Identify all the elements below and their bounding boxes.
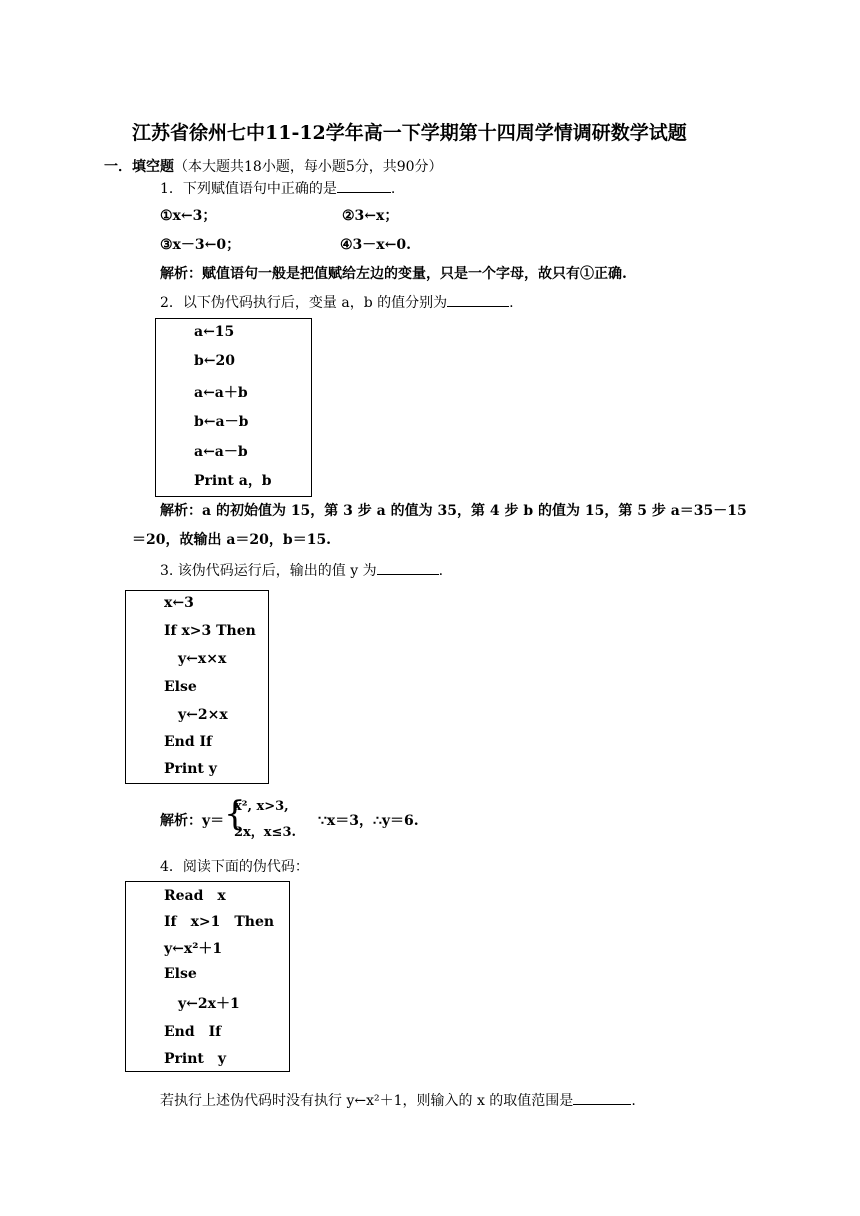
q1-stem <box>160 178 395 198</box>
q3-analysis <box>160 810 224 830</box>
q3-case-2: 2x，x≤3. <box>234 825 297 840</box>
q3-code-line: y←x×x <box>178 651 227 667</box>
section-note: （本大题共18小题，每小题5分，共90分） <box>174 159 443 175</box>
q3-case-1: x², x>3, <box>234 799 289 814</box>
q3-stem-end: . <box>438 563 444 579</box>
q1-analysis-text: 赋值语句一般是把值赋给左边的变量，只是一个字母，故只有①正确. <box>202 266 627 282</box>
q2-analysis-label: 解析： <box>160 503 202 519</box>
q4-stem: 4．阅读下面的伪代码： <box>160 859 309 875</box>
q2-code-line: b←20 <box>194 353 236 369</box>
q4-code-line: y←2x＋1 <box>178 996 240 1012</box>
q4-code-box <box>125 881 290 1072</box>
q1-option-2: ②3←x； <box>342 208 399 224</box>
q3-analysis-suffix: ∵x＝3，∴y＝6. <box>318 813 419 829</box>
q2-code-line: a←15 <box>194 324 235 340</box>
q1-stem-text: 1．下列赋值语句中正确的是 <box>160 181 337 197</box>
q3-analysis-prefix: y＝ <box>202 813 225 829</box>
page-title: 江苏省徐州七中11-12学年高一下学期第十四周学情调研数学试题 <box>132 122 687 144</box>
q3-code-line: End If <box>164 734 213 750</box>
q4-question-text: 若执行上述伪代码时没有执行 y←x²＋1，则输入的 x 的取值范围是 <box>160 1093 574 1109</box>
q3-stem-text: 3. 该伪代码运行后，输出的值 y 为 <box>160 563 377 579</box>
q4-code-line: End If <box>164 1024 222 1040</box>
q3-code-box <box>125 590 269 784</box>
q3-code-line: x←3 <box>164 595 194 611</box>
section-heading <box>104 156 443 176</box>
q4-code-line: If x>1 Then <box>164 914 275 930</box>
q4-code-line: Print y <box>164 1051 227 1067</box>
q3-code-line: Else <box>164 679 197 695</box>
q4-code-line: y←x²＋1 <box>164 941 223 957</box>
q3-analysis-label: 解析： <box>160 813 202 829</box>
q3-code-line: Print y <box>164 761 217 777</box>
piecewise-brace-icon: { <box>224 794 246 834</box>
q1-option-4: ④3－x←0. <box>340 237 411 253</box>
section-heading-label: 一．填空题 <box>104 159 174 175</box>
q4-code-line: Read x <box>164 888 226 904</box>
q3-code-line: If x>3 Then <box>164 623 256 639</box>
q1-option-1: ①x←3； <box>160 208 217 224</box>
q2-code-line: Print a，b <box>194 473 272 489</box>
q2-code-box <box>155 318 312 497</box>
q1-option-3: ③x－3←0； <box>160 237 241 253</box>
q3-stem <box>160 560 443 580</box>
q2-answer-blank <box>447 292 509 307</box>
q1-analysis-label: 解析： <box>160 266 202 282</box>
q1-answer-blank <box>337 178 391 193</box>
q4-question <box>160 1090 636 1110</box>
q2-analysis-line2: ＝20，故输出 a＝20，b＝15. <box>132 532 332 548</box>
q4-answer-blank <box>573 1090 631 1105</box>
q1-analysis <box>160 263 627 283</box>
q3-answer-blank <box>377 560 439 575</box>
q2-stem-end: . <box>509 295 514 311</box>
q2-code-line: a←a－b <box>194 444 248 460</box>
q1-stem-end: . <box>390 181 396 197</box>
q2-code-line: a←a＋b <box>194 385 248 401</box>
q4-question-end: . <box>631 1093 636 1109</box>
q2-analysis-text1: a 的初始值为 15，第 3 步 a 的值为 35，第 4 步 b 的值为 15，第 5 步 a＝35－15 <box>202 503 747 519</box>
q2-analysis-line1 <box>160 500 747 520</box>
q4-code-line: Else <box>164 966 197 982</box>
q2-stem-text: 2．以下伪代码执行后，变量 a，b 的值分别为 <box>160 295 448 311</box>
q2-stem <box>160 292 514 312</box>
q2-code-line: b←a－b <box>194 414 249 430</box>
q3-code-line: y←2×x <box>178 707 228 723</box>
